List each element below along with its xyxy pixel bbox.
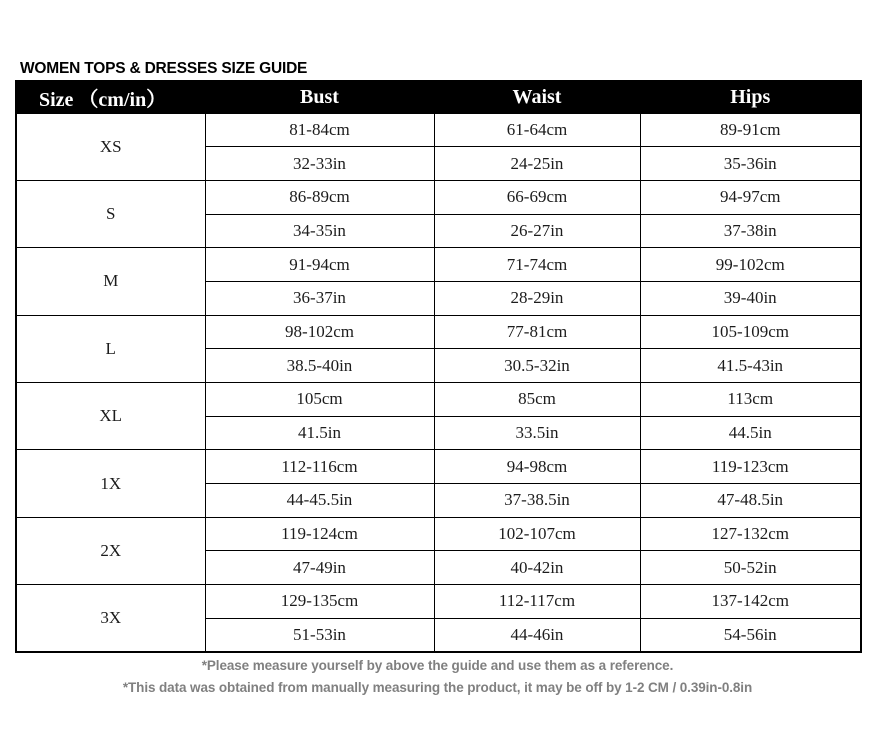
waist-in-cell: 37-38.5in (434, 484, 640, 518)
size-guide-table (15, 80, 862, 653)
hips-in-cell: 47-48.5in (640, 484, 861, 518)
footnotes (15, 655, 860, 699)
hips-in-cell: 44.5in (640, 416, 861, 450)
hips-cm-cell: 137-142cm (640, 585, 861, 619)
bust-in-cell: 41.5in (205, 416, 434, 450)
bust-cm-cell: 86-89cm (205, 180, 434, 214)
size-label-cell: M (16, 248, 205, 315)
bust-in-cell: 47-49in (205, 551, 434, 585)
hips-in-cell: 50-52in (640, 551, 861, 585)
waist-cm-cell: 94-98cm (434, 450, 640, 484)
bust-in-cell: 38.5-40in (205, 349, 434, 383)
bust-cm-cell: 98-102cm (205, 315, 434, 349)
note-measure-reference: *Please measure yourself by above the guide and use them as a reference. (201, 658, 674, 673)
size-label-cell: S (16, 180, 205, 247)
waist-in-cell: 44-46in (434, 618, 640, 652)
bust-in-cell: 44-45.5in (205, 484, 434, 518)
table-row (16, 315, 861, 349)
waist-in-cell: 28-29in (434, 281, 640, 315)
waist-cm-cell: 85cm (434, 383, 640, 417)
waist-in-cell: 40-42in (434, 551, 640, 585)
bust-cm-cell: 129-135cm (205, 585, 434, 619)
bust-cm-cell: 91-94cm (205, 248, 434, 282)
waist-cm-cell: 71-74cm (434, 248, 640, 282)
bust-cm-cell: 105cm (205, 383, 434, 417)
bust-cm-cell: 81-84cm (205, 113, 434, 147)
size-label-cell: XL (16, 383, 205, 450)
column-header-hips: Hips (640, 81, 861, 113)
bust-cm-cell: 119-124cm (205, 517, 434, 551)
waist-cm-cell: 77-81cm (434, 315, 640, 349)
hips-cm-cell: 127-132cm (640, 517, 861, 551)
column-header-bust: Bust (205, 81, 434, 113)
page-title: WOMEN TOPS & DRESSES SIZE GUIDE (20, 60, 308, 77)
table-row (16, 113, 861, 147)
waist-cm-cell: 112-117cm (434, 585, 640, 619)
table-row (16, 450, 861, 484)
table-row (16, 585, 861, 619)
column-header-waist: Waist (434, 81, 640, 113)
waist-cm-cell: 102-107cm (434, 517, 640, 551)
size-label-cell: 3X (16, 585, 205, 652)
size-label-cell: 2X (16, 517, 205, 584)
hips-in-cell: 41.5-43in (640, 349, 861, 383)
hips-cm-cell: 89-91cm (640, 113, 861, 147)
bust-in-cell: 51-53in (205, 618, 434, 652)
bust-in-cell: 36-37in (205, 281, 434, 315)
bust-cm-cell: 112-116cm (205, 450, 434, 484)
table-row (16, 248, 861, 282)
hips-cm-cell: 113cm (640, 383, 861, 417)
waist-in-cell: 24-25in (434, 147, 640, 181)
table-header-row (16, 81, 861, 113)
waist-in-cell: 33.5in (434, 416, 640, 450)
hips-cm-cell: 99-102cm (640, 248, 861, 282)
hips-in-cell: 37-38in (640, 214, 861, 248)
column-header-size: Size （cm/in） (16, 81, 205, 113)
hips-cm-cell: 105-109cm (640, 315, 861, 349)
waist-cm-cell: 66-69cm (434, 180, 640, 214)
hips-in-cell: 54-56in (640, 618, 861, 652)
hips-in-cell: 39-40in (640, 281, 861, 315)
size-label-cell: XS (16, 113, 205, 180)
table-row (16, 180, 861, 214)
size-label-cell: L (16, 315, 205, 382)
hips-in-cell: 35-36in (640, 147, 861, 181)
size-label-cell: 1X (16, 450, 205, 517)
note-measure-tolerance: *This data was obtained from manually measuring the product, it may be off by 1-2 CM / 0.39in-0.8in (122, 680, 753, 695)
hips-cm-cell: 119-123cm (640, 450, 861, 484)
waist-in-cell: 30.5-32in (434, 349, 640, 383)
table-row (16, 517, 861, 551)
bust-in-cell: 34-35in (205, 214, 434, 248)
waist-in-cell: 26-27in (434, 214, 640, 248)
hips-cm-cell: 94-97cm (640, 180, 861, 214)
waist-cm-cell: 61-64cm (434, 113, 640, 147)
table-row (16, 383, 861, 417)
bust-in-cell: 32-33in (205, 147, 434, 181)
